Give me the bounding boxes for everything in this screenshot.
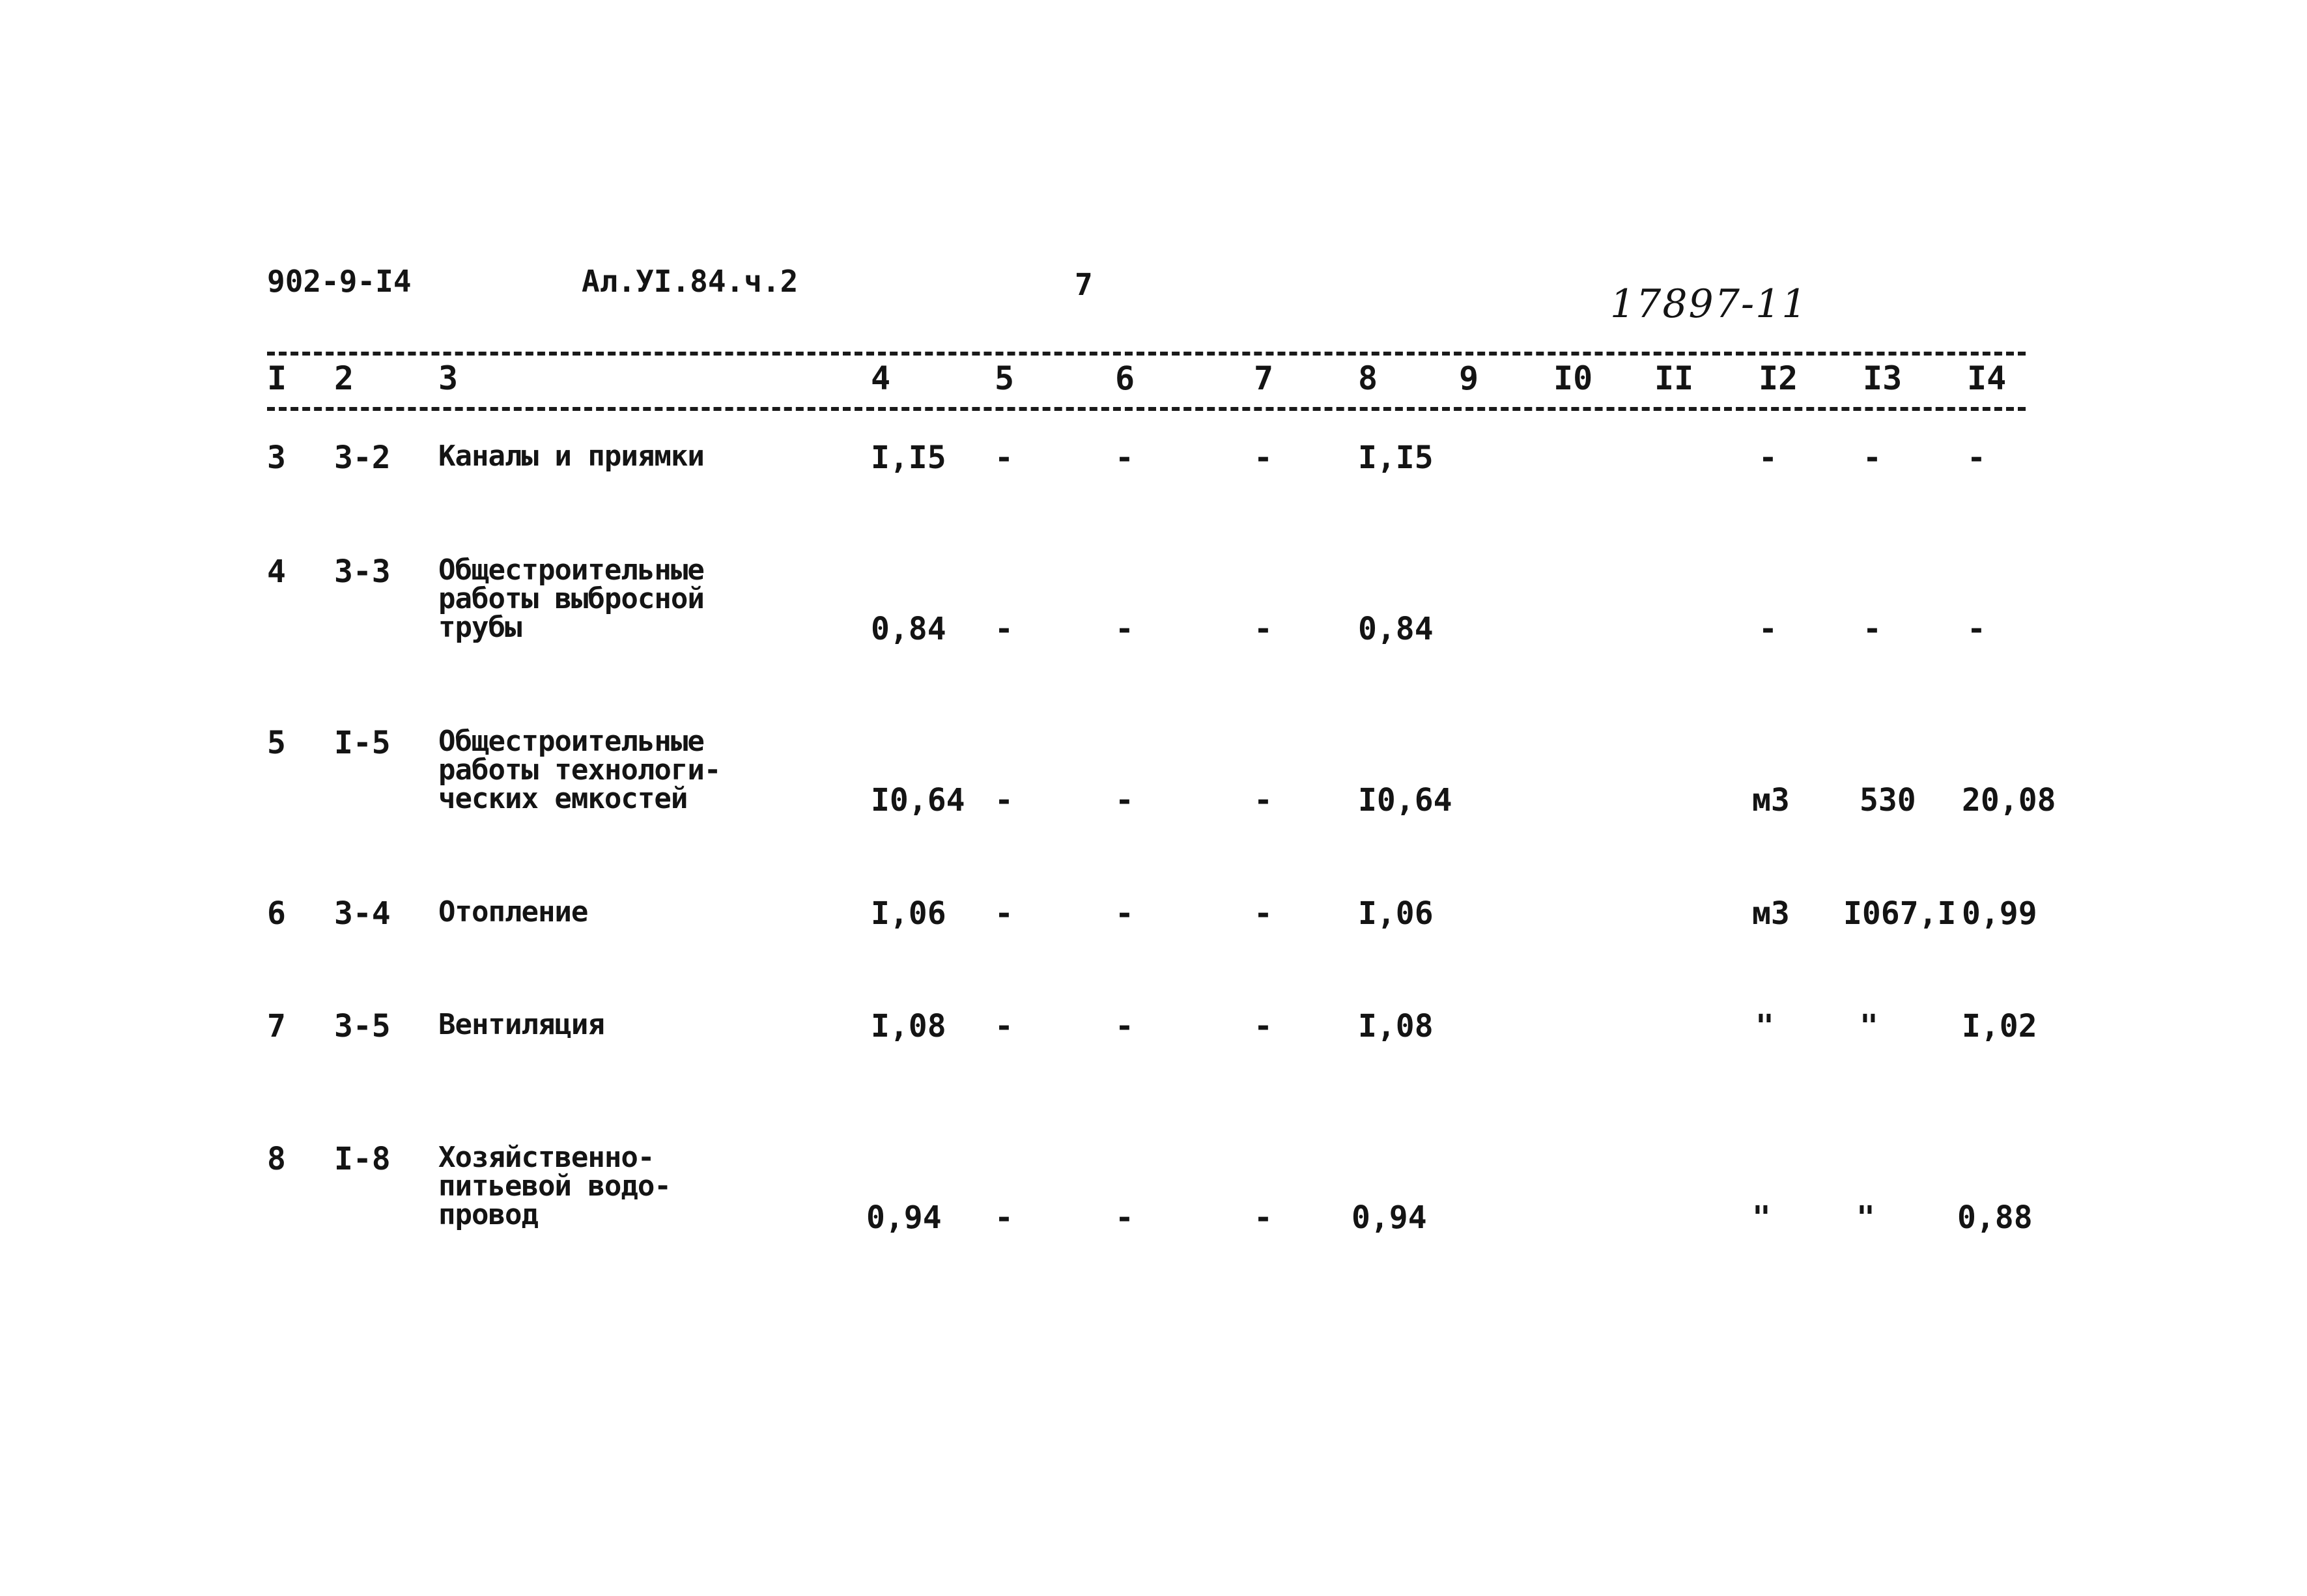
cell-col4: 0,94 [866, 1199, 942, 1236]
row-number: 8 [267, 1141, 286, 1177]
cell-col7: - [1254, 782, 1273, 819]
cell-col13: - [1863, 440, 1882, 476]
row-name-line: Каналы и приямки [438, 440, 704, 473]
album-reference: Ал.УI.84.ч.2 [582, 264, 799, 299]
cell-col4: I,06 [871, 895, 946, 932]
doc-code: 902-9-I4 [267, 264, 412, 299]
col-header-13: I3 [1863, 359, 1903, 397]
page-number: 7 [1075, 267, 1093, 302]
cell-col5: - [995, 611, 1013, 647]
row-code: 3-4 [334, 895, 391, 932]
row-name-line: работы технологи- [438, 753, 721, 787]
cell-col7: - [1254, 440, 1273, 476]
col-header-3: 3 [438, 359, 459, 397]
cell-col5: - [995, 895, 1013, 932]
row-name-line: Общестроительные [438, 725, 704, 758]
col-header-4: 4 [871, 359, 891, 397]
cell-col13: " [1856, 1199, 1875, 1236]
col-header-1: I [267, 359, 287, 397]
col-header-9: 9 [1459, 359, 1479, 397]
row-name-line: Общестроительные [438, 553, 704, 587]
cell-col12: м3 [1752, 782, 1790, 819]
cell-col8: I0,64 [1358, 782, 1452, 819]
cell-col5: - [995, 782, 1013, 819]
col-header-2: 2 [334, 359, 354, 397]
cell-col14: - [1967, 440, 1986, 476]
row-number: 3 [267, 440, 286, 476]
row-code: 3-5 [334, 1008, 391, 1044]
cell-col6: - [1115, 611, 1134, 647]
col-header-5: 5 [995, 359, 1015, 397]
cell-col13: - [1863, 611, 1882, 647]
row-code: I-8 [334, 1141, 391, 1177]
cell-col14: 20,08 [1962, 782, 2056, 819]
cell-col4: I,I5 [871, 440, 946, 476]
cell-col7: - [1254, 895, 1273, 932]
col-header-10: I0 [1553, 359, 1593, 397]
col-header-12: I2 [1759, 359, 1798, 397]
row-name-line: Хозяйственно- [438, 1141, 655, 1174]
cell-col4: I,08 [871, 1008, 946, 1044]
cell-col6: - [1115, 895, 1134, 932]
row-number: 6 [267, 895, 286, 932]
col-header-11: II [1654, 359, 1694, 397]
row-name-line: трубы [438, 611, 522, 644]
cell-col5: - [995, 1008, 1013, 1044]
header-top-rule [267, 352, 2026, 356]
row-number: 4 [267, 553, 286, 590]
row-number: 7 [267, 1008, 286, 1044]
col-header-14: I4 [1967, 359, 2007, 397]
row-name-line: питьевой водо- [438, 1169, 671, 1203]
cell-col13: 530 [1860, 782, 1916, 819]
cell-col14: 0,88 [1957, 1199, 2033, 1236]
col-header-7: 7 [1254, 359, 1274, 397]
cell-col7: - [1254, 1008, 1273, 1044]
cell-col7: - [1254, 1199, 1273, 1236]
cell-col14: - [1967, 611, 1986, 647]
cell-col4: I0,64 [871, 782, 965, 819]
cell-col14: I,02 [1962, 1008, 2037, 1044]
cell-col6: - [1115, 440, 1134, 476]
row-code: 3-2 [334, 440, 391, 476]
cell-col8: I,06 [1358, 895, 1434, 932]
col-header-6: 6 [1115, 359, 1135, 397]
cell-col5: - [995, 440, 1013, 476]
row-number: 5 [267, 725, 286, 761]
cell-col8: 0,84 [1358, 611, 1434, 647]
cell-col12: " [1752, 1199, 1771, 1236]
cell-col12: м3 [1752, 895, 1790, 932]
inventory-number-handwritten: 17897-11 [1610, 281, 1808, 327]
row-name-line: Вентиляция [438, 1008, 604, 1041]
cell-col13: " [1860, 1008, 1878, 1044]
cell-col12: " [1755, 1008, 1774, 1044]
cell-col5: - [995, 1199, 1013, 1236]
col-header-8: 8 [1358, 359, 1378, 397]
row-name-line: Отопление [438, 895, 588, 929]
row-name-line: провод [438, 1198, 538, 1231]
cell-col8: I,08 [1358, 1008, 1434, 1044]
cell-col6: - [1115, 1008, 1134, 1044]
cell-col13: I067,I [1843, 895, 1957, 932]
cell-col8: I,I5 [1358, 440, 1434, 476]
row-name-line: ческих емкостей [438, 782, 688, 815]
cell-col12: - [1759, 440, 1777, 476]
cell-col4: 0,84 [871, 611, 946, 647]
cell-col12: - [1759, 611, 1777, 647]
cell-col14: 0,99 [1962, 895, 2037, 932]
cell-col6: - [1115, 782, 1134, 819]
cell-col7: - [1254, 611, 1273, 647]
row-code: I-5 [334, 725, 391, 761]
cell-col8: 0,94 [1352, 1199, 1427, 1236]
header-bottom-rule [267, 407, 2026, 411]
row-code: 3-3 [334, 553, 391, 590]
cell-col6: - [1115, 1199, 1134, 1236]
row-name-line: работы выбросной [438, 582, 704, 615]
